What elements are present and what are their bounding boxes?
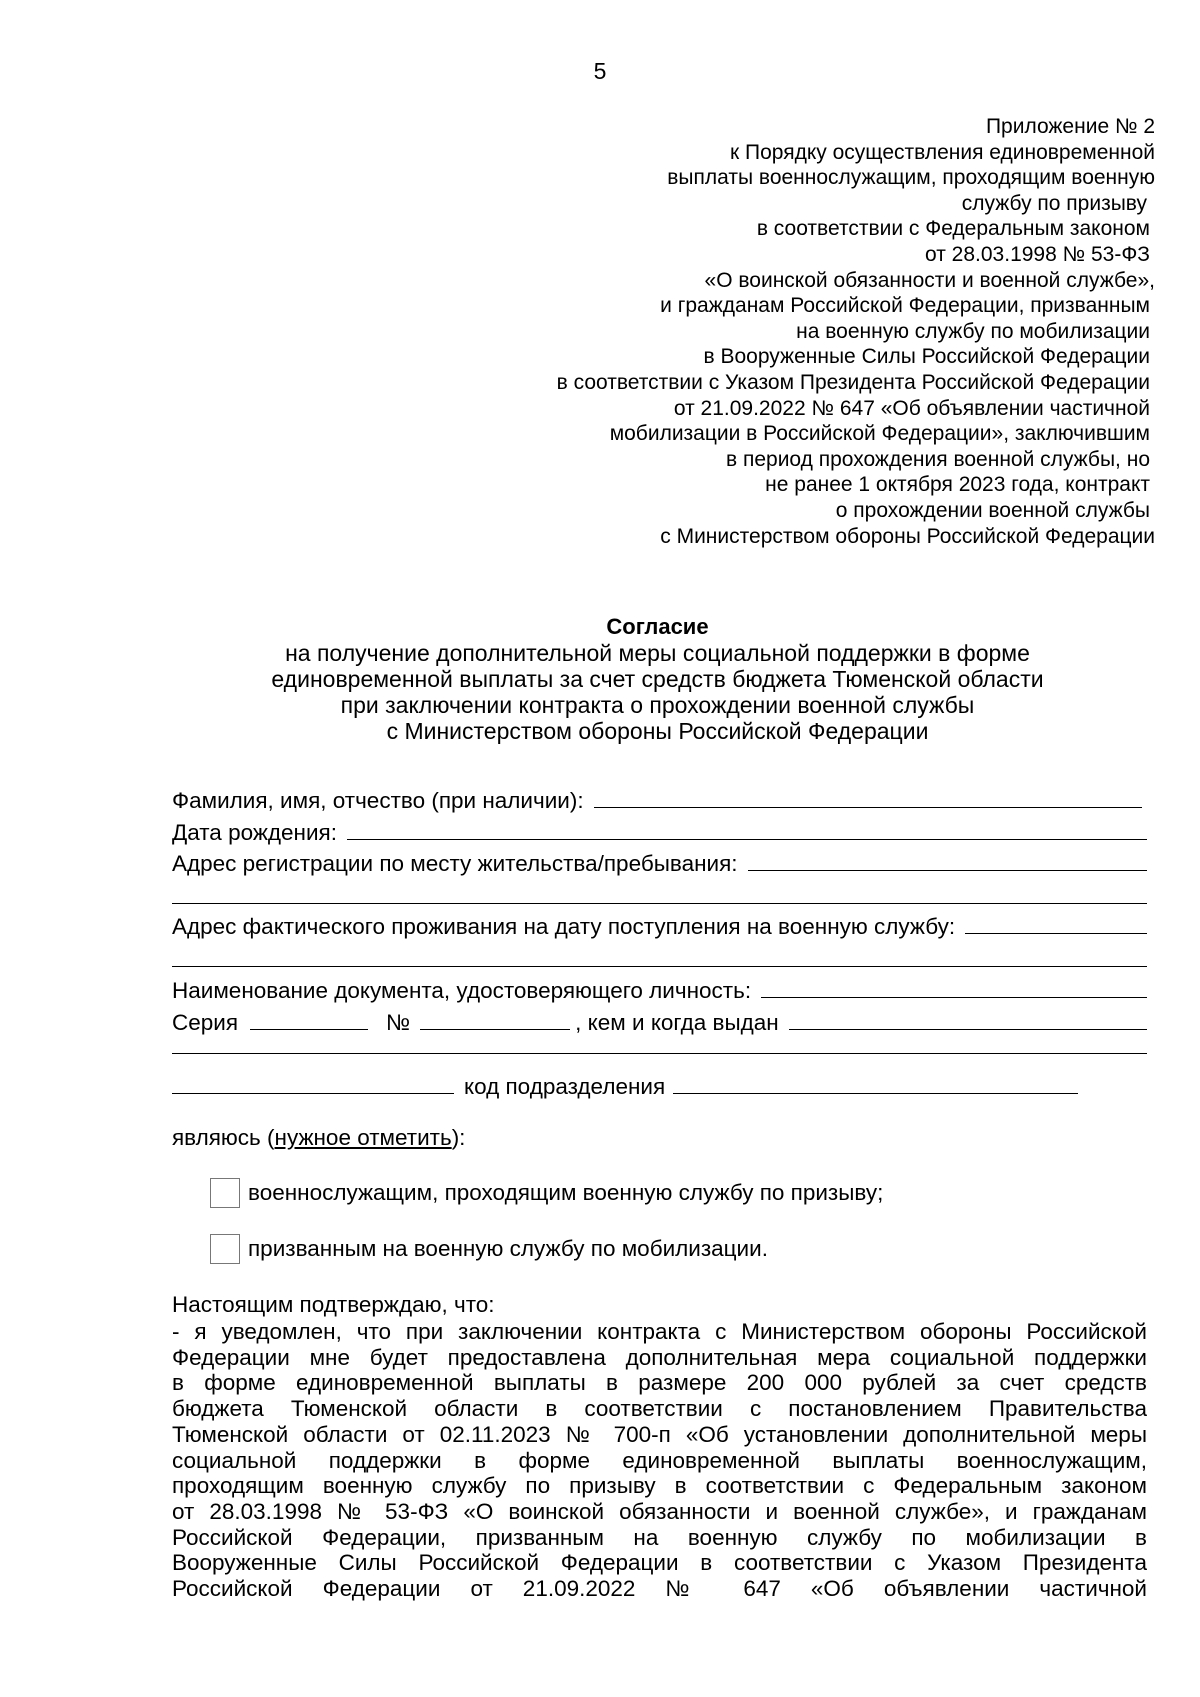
reg-address-field[interactable] [748,848,1147,871]
appendix-line: выплаты военнослужащим, проходящим военную [667,166,1155,190]
subtitle-line: с Министерством обороны Российской Федерации [386,718,929,744]
appendix-line: в соответствии с Указом Президента Российской Федерации [556,370,1150,394]
appendix-line: к Порядку осуществления единовременной [730,140,1155,164]
body-line: в форме единовременной выплаты в размере 200 000 рублей за счет средств [172,1370,1147,1396]
number-field[interactable] [420,1007,570,1030]
choose-suffix: ): [451,1125,466,1150]
appendix-line: «О воинской обязанности и военной службе», [704,268,1155,292]
body-line: Федерации мне будет предоставлена дополнительная мера социальной поддержки [172,1344,1147,1370]
body-line: Тюменской области от 02.11.2023 № 700-п «Об установлении дополнительной меры [172,1421,1147,1447]
appendix-header [460,114,1155,549]
page-number: 5 [593,58,607,84]
checkbox-conscript[interactable] [210,1178,240,1208]
option-mobilized[interactable] [210,1234,768,1264]
birth-date-field[interactable] [347,817,1147,840]
appendix-line: о прохождении военной службы [835,498,1150,522]
appendix-line: с Министерством обороны Российской Федерации [660,524,1155,548]
body-line: бюджета Тюменской области в соответствии с постановлением Правительства [172,1396,1147,1422]
body-line: от 28.03.1998 № 53-ФЗ «О воинской обязанности и военной службе», и гражданам [172,1498,1147,1524]
actual-address-row [172,911,1147,940]
body-line: Вооруженные Силы Российской Федерации в соответствии с Указом Президента [172,1550,1147,1576]
appendix-line: службу по призыву [961,191,1147,215]
issued-label: , кем и когда выдан [575,1010,779,1035]
id-document-label: Наименование документа, удостоверяющего личность: [172,978,752,1003]
appendix-line: и гражданам Российской Федерации, призванным [660,294,1150,318]
body-line: - я уведомлен, что при заключении контракта с Министерством обороны Российской [172,1319,1147,1344]
birth-date-label: Дата рождения: [172,820,337,845]
full-name-row [172,785,1147,814]
reg-address-field-continued[interactable] [172,903,1147,904]
reg-address-label: Адрес регистрации по месту жительства/пребывания: [172,851,738,876]
choose-prefix: являюсь ( [172,1125,275,1150]
issued-field-continued[interactable] [172,1053,1147,1054]
number-label: № [386,1010,411,1035]
subtitle-line: при заключении контракта о прохождении военной службы [340,692,975,718]
subtitle-line: единовременной выплаты за счет средств бюджета Тюменской области [271,666,1044,692]
choose-instruction [172,1125,465,1151]
option-conscript-label: военнослужащим, проходящим военную службу по призыву; [248,1180,884,1205]
choose-underlined: нужное отметить [274,1125,452,1150]
body-line: Российской Федерации от 21.09.2022 № 647 «Об объявлении частичной [172,1576,1147,1602]
body-line: проходящим военную службу по призыву в соответствии с Федеральным законом [172,1473,1147,1499]
appendix-line: от 21.09.2022 № 647 «Об объявлении частичной [673,396,1150,420]
document-subtitle [0,640,1200,744]
option-conscript[interactable] [210,1178,883,1208]
appendix-line: в Вооруженные Силы Российской Федерации [703,345,1150,369]
subtitle-line: на получение дополнительной меры социальной поддержки в форме [285,640,1030,666]
issued-field-end[interactable] [172,1071,454,1094]
actual-address-label: Адрес фактического проживания на дату поступления на военную службу: [172,914,956,939]
series-field[interactable] [250,1007,368,1030]
division-code-label: код подразделения [464,1074,666,1099]
option-mobilized-label: призванным на военную службу по мобилизации. [248,1236,768,1261]
consent-body [172,1319,1147,1602]
full-name-label: Фамилия, имя, отчество (при наличии): [172,788,584,813]
appendix-line: в период прохождения военной службы, но [725,447,1150,471]
appendix-line: не ранее 1 октября 2023 года, контракт [765,473,1150,497]
appendix-line: Приложение № 2 [985,115,1155,138]
actual-address-field[interactable] [965,911,1147,934]
reg-address-row [172,848,1147,877]
appendix-line: в соответствии с Федеральным законом [756,217,1150,241]
checkbox-mobilized[interactable] [210,1234,240,1264]
division-code-field[interactable] [673,1071,1078,1094]
issued-field[interactable] [789,1007,1147,1030]
appendix-line: от 28.03.1998 № 53-ФЗ [925,242,1150,266]
body-line: социальной поддержки в форме единовременной выплаты военнослужащим, [172,1447,1147,1473]
confirm-heading: Настоящим подтверждаю, что: [172,1292,495,1317]
body-line: Российской Федерации, призванным на военную службу по мобилизации в [172,1524,1147,1550]
passport-row [172,1007,1147,1036]
series-label: Серия [172,1010,239,1035]
appendix-line: на военную службу по мобилизации [796,319,1150,343]
id-document-row [172,975,1147,1004]
birth-date-row [172,817,1147,846]
document-title: Согласие [606,614,709,639]
actual-address-field-continued[interactable] [172,966,1147,967]
id-document-field[interactable] [761,975,1147,998]
full-name-field[interactable] [594,785,1142,808]
division-code-row [172,1071,1147,1100]
appendix-line: мобилизации в Российской Федерации», заключившим [609,422,1150,446]
